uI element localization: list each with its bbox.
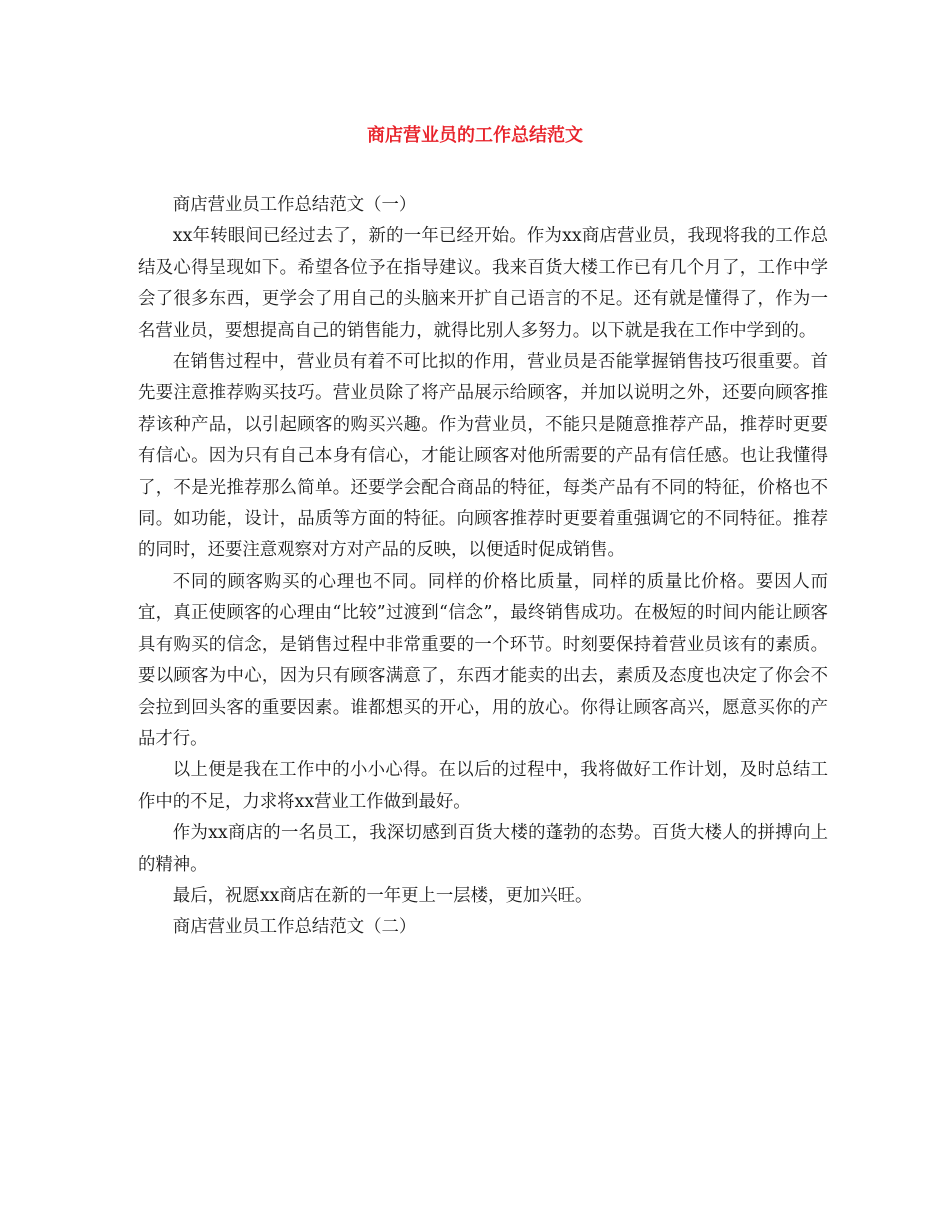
paragraph-intro: xx年转眼间已经过去了，新的一年已经开始。作为xx商店营业员，我现将我的工作总结及心得呈现如下。希望各位予在指导建议。我来百货大楼工作已有几个月了，工作中学会了很多东西，更学会了用自己的头脑来开扩自己语言的不足。还有就是懂得了，作为一名营业员，要想提高自己的销售能力，就得比别人多努力。以下就是我在工作中学到的。 — [138, 226, 828, 341]
paragraph-sales-skills: 在销售过程中，营业员有着不可比拟的作用，营业员是否能掌握销售技巧很重要。首先要注意推荐购买技巧。营业员除了将产品展示给顾客，并加以说明之外，还要向顾客推荐该种产品，以引起顾客的购买兴趣。作为营业员，不能只是随意推荐产品，推荐时更要有信心。因为只有自己本身有信心，才能让顾客对他所需要的产品有信任感。也让我懂得了，不是光推荐那么简单。还要学会配合商品的特征，每类产品有不同的特征，价格也不同。如功能，设计，品质等方面的特征。向顾客推荐时更要着重强调它的不同特征。推荐的同时，还要注意观察对方对产品的反映，以便适时促成销售。 — [138, 352, 828, 561]
section-heading-2: 商店营业员工作总结范文（二） — [172, 917, 417, 938]
paragraph-summary: 以上便是我在工作中的小小心得。在以后的过程中，我将做好工作计划，及时总结工作中的不足，力求将xx营业工作做到最好。 — [138, 760, 828, 812]
paragraph-company-spirit: 作为xx商店的一名员工，我深切感到百货大楼的蓬勃的态势。百货大楼人的拼搏向上的精神。 — [138, 823, 828, 875]
section-heading-1: 商店营业员工作总结范文（一） — [172, 195, 417, 215]
document-title: 商店营业员的工作总结范文 — [367, 125, 583, 146]
document-body — [138, 190, 828, 944]
paragraph-customer-psychology: 不同的顾客购买的心理也不同。同样的价格比质量，同样的质量比价格。要因人而宜，真正使顾客的心理由“比较”过渡到“信念”，最终销售成功。在极短的时间内能让顾客具有购买的信念，是销售过程中非常重要的一个环节。时刻要保持着营业员该有的素质。要以顾客为中心，因为只有顾客满意了，东西才能卖的出去，素质及态度也决定了你会不会拉到回头客的重要因素。谁都想买的开心，用的放心。你得让顾客高兴，愿意买你的产品才行。 — [138, 571, 828, 749]
paragraph-closing-wish: 最后，祝愿xx商店在新的一年更上一层楼，更加兴旺。 — [172, 885, 593, 906]
